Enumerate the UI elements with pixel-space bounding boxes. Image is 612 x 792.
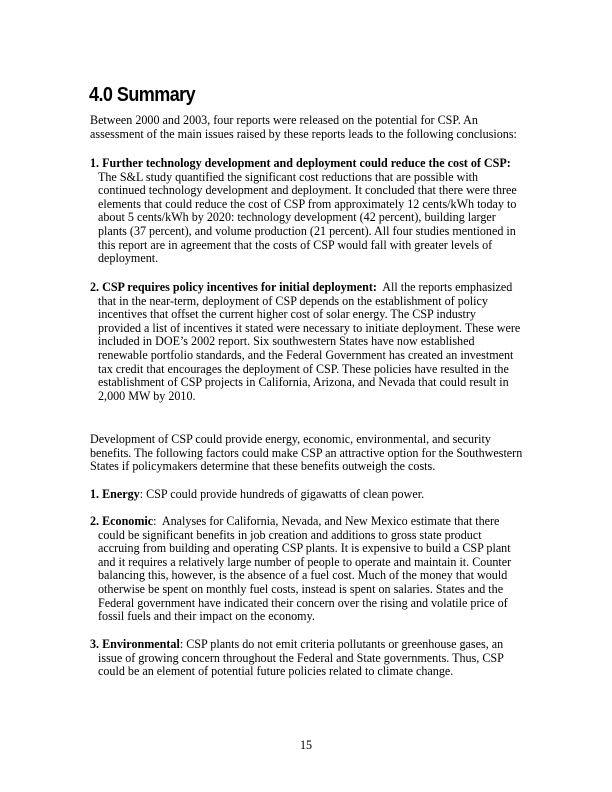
item-first-line [90,157,530,171]
text-line: continued technology development and deployment. It concluded that there were three [98,183,517,198]
text-line: otherwise be spent on monthly fuel costs, instead is spent on salaries. States and the [98,581,504,596]
page-number: 15 [299,738,313,752]
text-line: elements that could reduce the cost of CSP from approximately 12 cents/kWh today to [98,196,517,211]
item-lead-rest: : Analyses for California, Nevada, and New Mexico estimate that there [153,514,500,528]
benefit-item-energy [90,488,530,502]
item-first-line [90,488,530,502]
text-line: issue of growing concern throughout the Federal and State governments. Thus, CSP [98,650,504,665]
benefits-intro-paragraph [90,433,530,474]
text-line: this report are in agreement that the costs of CSP would fall with greater levels of [98,237,493,252]
text-line: 2,000 MW by 2010. [98,388,196,403]
text-line: Development of CSP could provide energy, economic, environmental, and security [90,432,491,446]
text-line: The S&L study quantified the significant cost reductions that are possible with [98,169,479,184]
text-line: Federal government have indicated their concern over the rising and volatile price of [98,595,508,610]
item-lead: 2. CSP requires policy incentives for initial deployment: [90,280,377,294]
text-line: could be an element of potential future policies related to climate change. [98,664,454,679]
item-first-line [90,515,530,529]
text-line: States if policymakers determine that these benefits outweigh the costs. [90,459,436,474]
benefit-item-economic [90,515,530,624]
text-line: deployment. [98,251,159,266]
text-line: tax credit that encourages the deployment of CSP. These policies have resulted in the [98,361,509,376]
item-lead: 1. Energy [90,487,140,501]
text-line: that in the near-term, deployment of CSP depends on the establishment of policy [98,293,488,308]
text-line: plants (37 percent), and volume production (21 percent). All four studies mentioned in [98,223,516,238]
text-line: benefits. The following factors could make CSP an attractive option for the Southwestern [90,445,523,460]
text-line: included in DOE’s 2002 report. Six southwestern States have now established [98,334,475,349]
text-line: could be significant benefits in job creation and additions to gross state product [98,527,482,542]
item-lead: 2. Economic [90,514,154,528]
text-line: Between 2000 and 2003, four reports were released on the potential for CSP. An [90,113,478,127]
text-line: renewable portfolio standards, and the Federal Government has created an investment [98,347,514,362]
text-line: and it requires a relatively large number of people to operate and maintain it. Counter [98,554,512,569]
conclusion-item-policy [90,281,530,403]
text-line: fossil fuels and their impact on the economy. [98,609,315,624]
text-line: accruing from building and operating CSP plants. It is expensive to build a CSP plant [98,541,511,556]
intro-paragraph [90,114,530,141]
text-line: provided a list of incentives it stated were necessary to initiate deployment. These were [98,320,521,335]
item-first-line [90,281,530,295]
text-line: incentives that offset the current higher cost of solar energy. The CSP industry [98,307,476,322]
text-line: establishment of CSP projects in California, Arizona, and Nevada that could result in [98,375,509,390]
text-line: balancing this, however, is the absence of a fuel cost. Much of the money that would [98,568,508,583]
page-title: 4.0 Summary [89,84,196,106]
item-lead-rest: : CSP plants do not emit criteria pollutants or greenhouse gases, an [179,637,504,651]
item-lead: 1. Further technology development and deployment could reduce the cost of CSP: [90,156,511,170]
item-first-line [90,638,530,652]
item-lead: 3. Environmental [90,637,180,651]
item-lead-rest: : CSP could provide hundreds of gigawatts of clean power. [139,487,425,501]
text-line: assessment of the main issues raised by these reports leads to the following conclusions: [90,126,517,141]
item-lead-rest: All the reports emphasized [376,280,513,294]
text-line: about 5 cents/kWh by 2020: technology development (42 percent), building larger [98,210,496,225]
benefit-item-environmental [90,638,530,679]
conclusion-item-cost [90,157,530,266]
